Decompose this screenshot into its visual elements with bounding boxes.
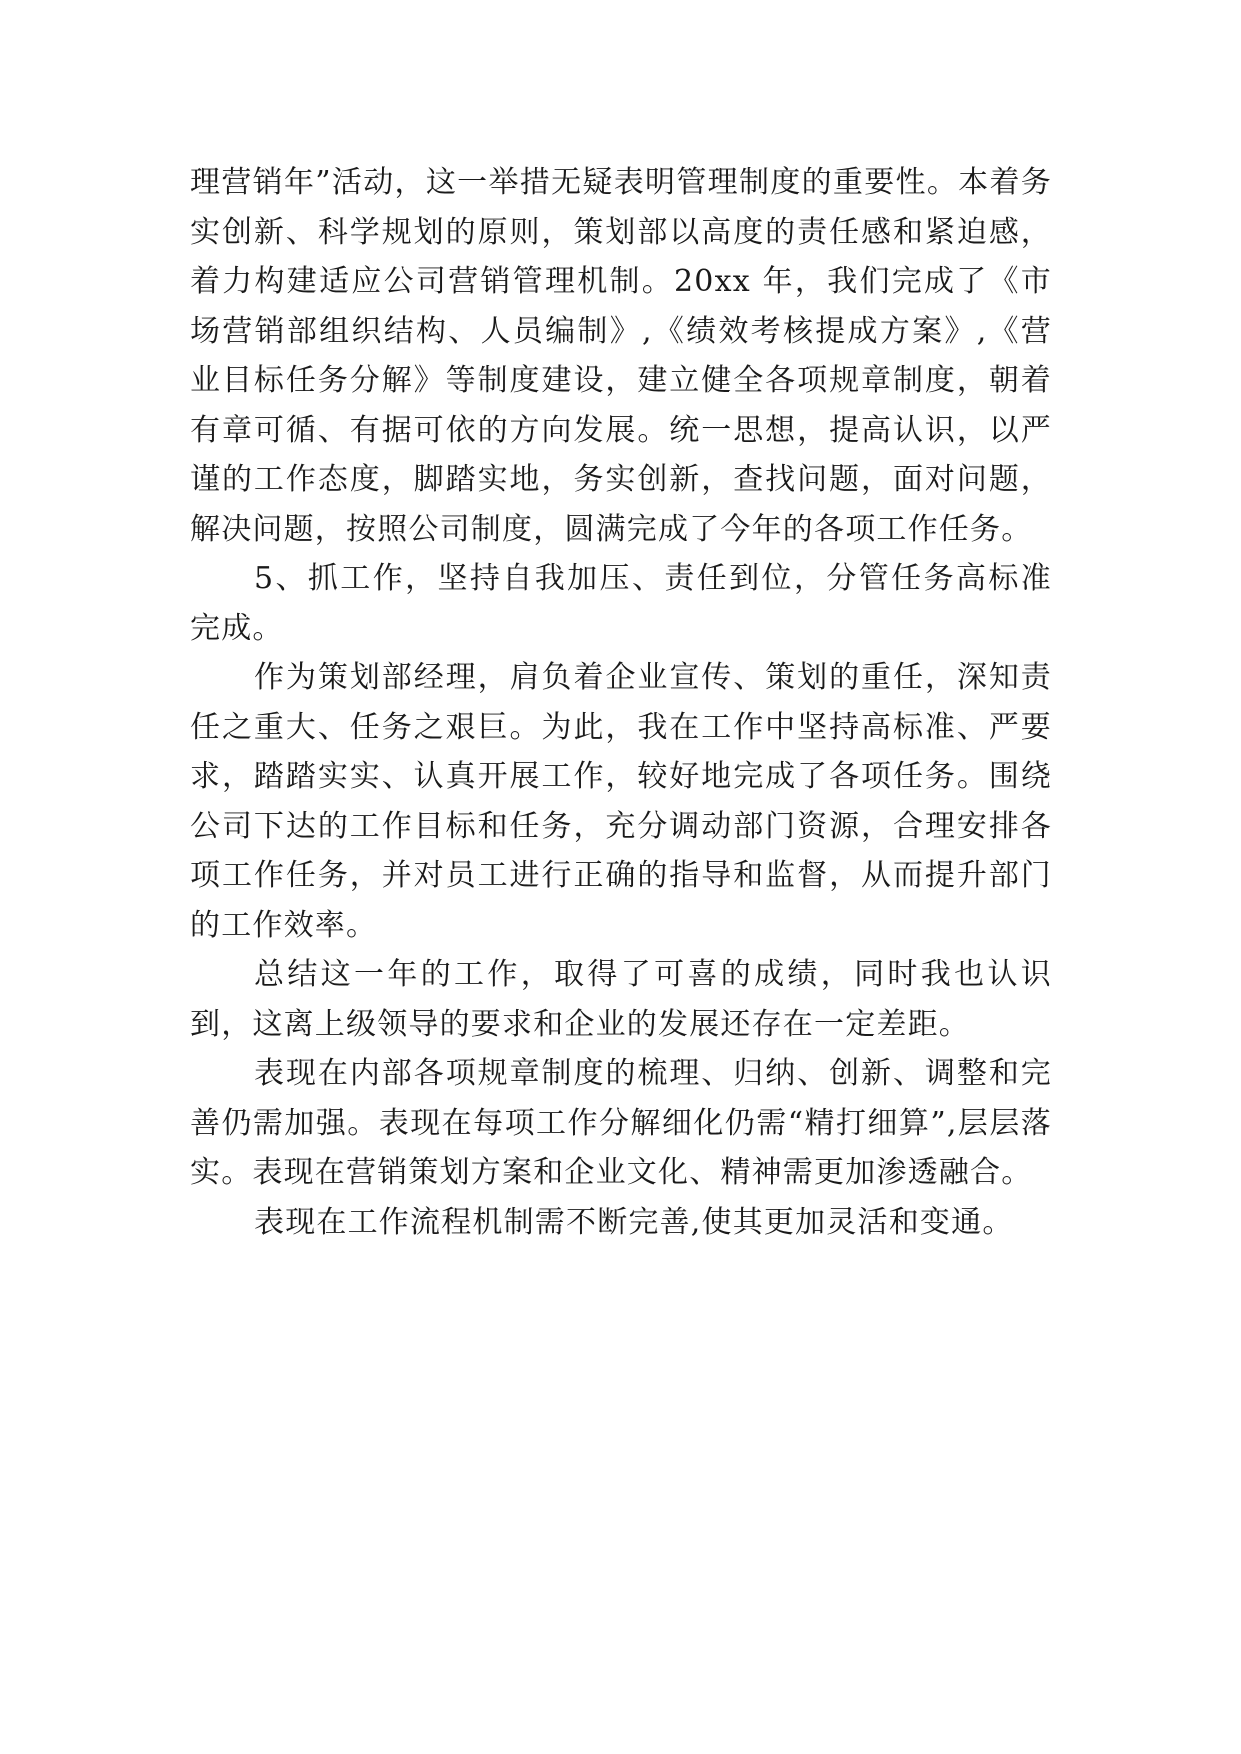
document-body [190,158,1052,1247]
paragraph-shortcoming-2: 表现在工作流程机制需不断完善,使其更加灵活和变通。 [254,1204,1014,1240]
paragraph-summary: 总结这一年的工作，取得了可喜的成绩，同时我也认识到，这离上级领导的要求和企业的发展还存在一定差距。 [190,957,1052,1042]
paragraph-shortcoming-1: 表现在内部各项规章制度的梳理、归纳、创新、调整和完善仍需加强。表现在每项工作分解细化仍需“精打细算”,层层落实。表现在营销策划方案和企业文化、精神需更加渗透融合。 [190,1056,1052,1190]
paragraph-role-description: 作为策划部经理，肩负着企业宣传、策划的重任，深知责任之重大、任务之艰巨。为此，我在工作中坚持高标准、严要求，踏踏实实、认真开展工作，较好地完成了各项任务。围绕公司下达的工作目标和任务，充分调动部门资源，合理安排各项工作任务，并对员工进行正确的指导和监督，从而提升部门的工作效率。 [190,660,1052,943]
paragraph-continued: 理营销年”活动，这一举措无疑表明管理制度的重要性。本着务实创新、科学规划的原则，策划部以高度的责任感和紧迫感，着力构建适应公司营销管理机制。20xx 年，我们完成了《市场营销部组织结构、人员编制》,《绩效考核提成方案》,《营业目标任务分解》等制度建设，建立健全各项规章制度，朝着有章可循、有据可依的方向发展。统一思想，提高认识，以严谨的工作态度，脚踏实地，务实创新，查找问题，面对问题，解决问题，按照公司制度，圆满完成了今年的各项工作任务。 [190,165,1052,547]
paragraph-item-5-heading: 5、抓工作，坚持自我加压、责任到位，分管任务高标准完成。 [190,561,1052,646]
